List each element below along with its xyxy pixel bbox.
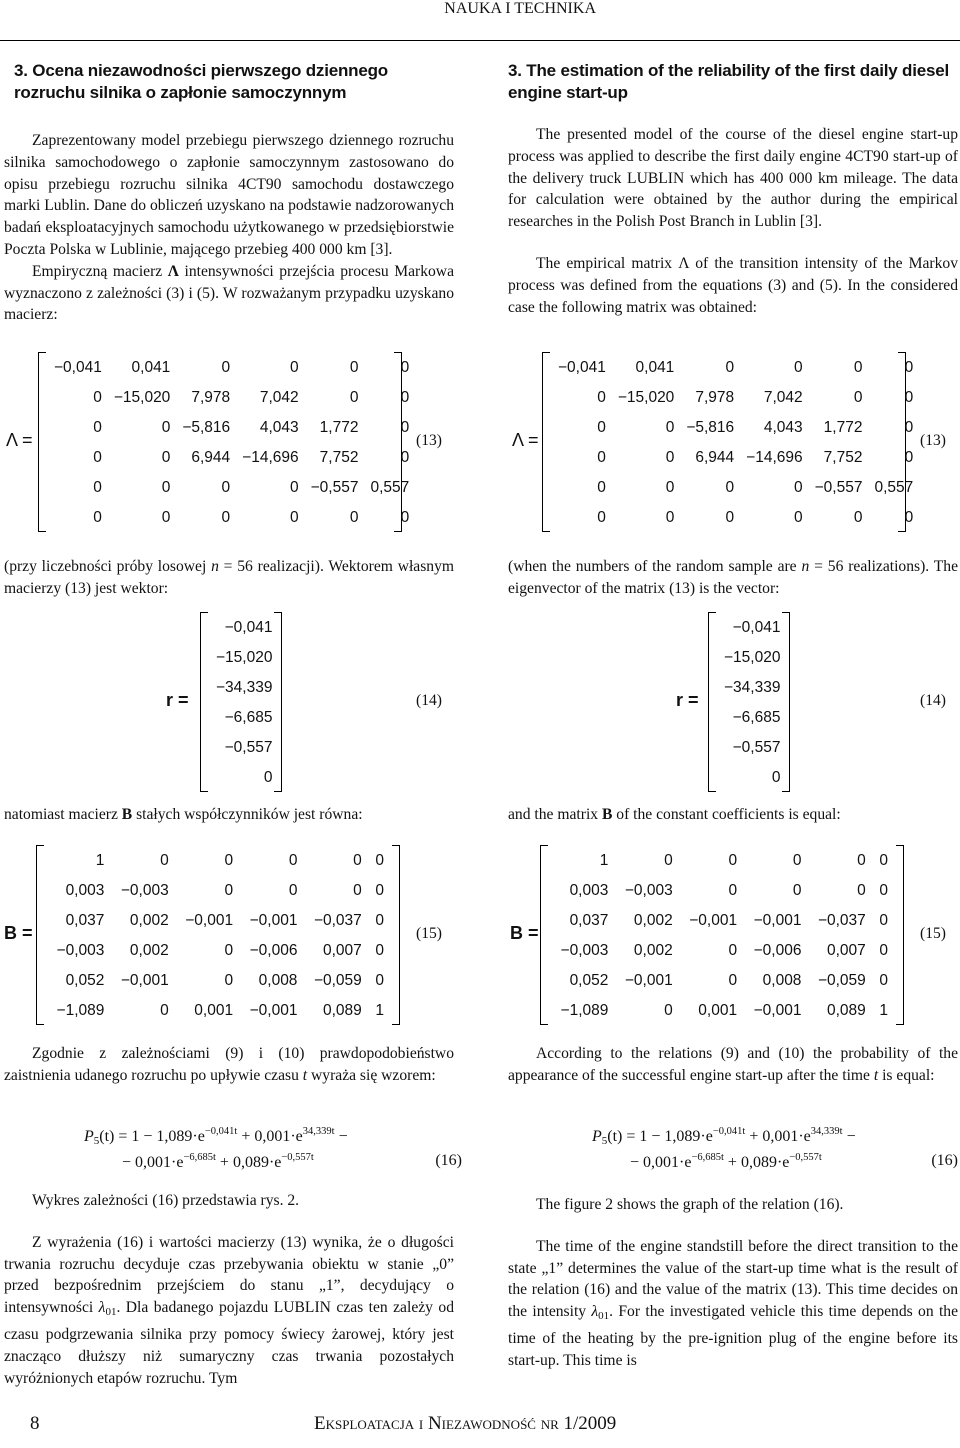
matrix-cell: 1,772 bbox=[823, 419, 863, 436]
right-column-b-intro bbox=[508, 804, 958, 826]
matrix-r-right bbox=[708, 612, 790, 792]
formula-line-1 bbox=[592, 1126, 960, 1152]
matrix-cell: 0 bbox=[597, 479, 606, 496]
matrix-cell: 0 bbox=[725, 509, 735, 526]
matrix-cell: 0 bbox=[288, 882, 298, 899]
left-column-bottom bbox=[4, 1190, 454, 1389]
matrix-cell: 0 bbox=[224, 972, 234, 989]
paragraph-pl-3: (przy liczebności próby losowej n = 56 realizacji). Wektorem własnym macierzy (13) jest wektor: bbox=[4, 558, 454, 597]
matrix-cell: 0 bbox=[400, 419, 410, 436]
formula-exp: −6,685t bbox=[183, 1152, 216, 1163]
matrix-cell: 0 bbox=[349, 389, 359, 406]
matrix-cell: −0,001 bbox=[753, 1002, 802, 1019]
matrix-cell: 0 bbox=[353, 882, 362, 899]
matrix-cell: 0 bbox=[771, 769, 781, 786]
matrix-cell: 0 bbox=[161, 449, 171, 466]
paragraph-en-4: and the matrix B of the constant coefficients is equal: bbox=[508, 806, 841, 823]
right-column-lower bbox=[508, 1043, 958, 1087]
matrix-cell: 0 bbox=[290, 359, 299, 376]
left-bracket bbox=[540, 845, 548, 1025]
formula-16-right bbox=[592, 1126, 960, 1172]
formula-part: − 0,001·e bbox=[630, 1154, 692, 1171]
matrix-cell: 0 bbox=[853, 389, 863, 406]
matrix-cell: 0 bbox=[221, 479, 231, 496]
matrix-cell: 7,978 bbox=[695, 389, 735, 406]
matrix-cell: 0 bbox=[375, 912, 384, 929]
formula-part: − bbox=[334, 1128, 348, 1145]
left-bracket bbox=[38, 352, 46, 532]
matrix-cell: −5,816 bbox=[182, 419, 231, 436]
left-column-lower bbox=[4, 1043, 454, 1087]
matrix-cell: 0 bbox=[853, 359, 863, 376]
matrix-row bbox=[552, 503, 919, 533]
matrix-cell: 0 bbox=[224, 882, 234, 899]
matrix-cell: 1 bbox=[599, 852, 609, 869]
matrix-cell: 0 bbox=[161, 419, 171, 436]
matrix-cell: 0 bbox=[597, 389, 606, 406]
paragraph-pl-5: Zgodnie z zależnościami (9) i (10) prawdopodobieństwo zaistnienia udanego rozruchu po upływie czasu t wyraża się wzorem: bbox=[4, 1045, 454, 1084]
journal-section-title: NAUKA I TECHNIKA bbox=[444, 0, 596, 17]
running-header bbox=[0, 0, 960, 41]
matrix-row bbox=[718, 643, 786, 673]
paragraph-pl-4: natomiast macierz B stałych współczynników jest równa: bbox=[4, 806, 363, 823]
matrix-cell: −6,685 bbox=[224, 709, 273, 726]
matrix-row bbox=[718, 673, 786, 703]
matrix-cell: 0 bbox=[93, 479, 102, 496]
matrix-cell: 0 bbox=[224, 942, 234, 959]
matrix-row bbox=[550, 936, 894, 966]
matrix-cell: 0 bbox=[904, 449, 914, 466]
matrix-cell: 6,944 bbox=[695, 449, 735, 466]
equation-number: (13) bbox=[920, 432, 946, 449]
right-column-mid bbox=[508, 556, 958, 600]
formula-sub: 5 bbox=[93, 1135, 100, 1147]
right-bracket bbox=[392, 845, 400, 1025]
paragraph-en-2: The empirical matrix Λ of the transition intensity of the Markov process was defined from the equations (3) and (5). In the considered case the following matrix was obtained: bbox=[508, 254, 958, 316]
matrix-cell: −15,020 bbox=[216, 649, 273, 666]
matrix-cell: 0 bbox=[664, 852, 673, 869]
matrix-lambda-left bbox=[38, 352, 410, 532]
matrix-row bbox=[552, 473, 919, 503]
matrix-cell: −34,339 bbox=[216, 679, 273, 696]
right-column bbox=[508, 60, 958, 318]
matrix-cell: 0 bbox=[160, 852, 169, 869]
matrix-cell: 7,752 bbox=[319, 449, 359, 466]
matrix-row bbox=[552, 413, 919, 443]
matrix-cell: 0,041 bbox=[635, 359, 675, 376]
equation-number: (14) bbox=[416, 692, 442, 709]
matrix-cell: −0,037 bbox=[313, 912, 362, 929]
matrix-cell: −0,006 bbox=[753, 942, 802, 959]
matrix-cell: 0 bbox=[93, 449, 102, 466]
matrix-cell: 0 bbox=[794, 359, 803, 376]
matrix-row bbox=[718, 763, 786, 793]
matrix-cell: 0 bbox=[664, 1002, 673, 1019]
matrix-row bbox=[46, 846, 390, 876]
matrix-cell: 0,557 bbox=[874, 479, 914, 496]
matrix-cell: 0 bbox=[375, 882, 384, 899]
formula-part: + 0,089·e bbox=[215, 1154, 282, 1171]
equation-number: (16) bbox=[931, 1152, 958, 1169]
matrix-cell: 0 bbox=[93, 509, 102, 526]
matrix-label: r = bbox=[676, 690, 699, 710]
matrix-cell: 0 bbox=[400, 389, 410, 406]
matrix-cell: 0 bbox=[400, 509, 410, 526]
formula-part: + 0,001·e bbox=[237, 1128, 303, 1145]
matrix-cell: −0,003 bbox=[624, 882, 673, 899]
matrix-row bbox=[210, 733, 278, 763]
matrix-cell: 0,037 bbox=[569, 912, 609, 929]
matrix-cell: 0 bbox=[879, 882, 888, 899]
left-column bbox=[4, 60, 454, 326]
paragraph-en-5: According to the relations (9) and (10) the probability of the appearance of the successful engine start-up after the time t is equal: bbox=[508, 1045, 958, 1084]
matrix-cell: −6,685 bbox=[732, 709, 781, 726]
equation-number: (15) bbox=[416, 925, 442, 942]
matrix-cell: 0,052 bbox=[569, 972, 609, 989]
matrix-cell: −14,696 bbox=[242, 449, 299, 466]
matrix-cell: 0 bbox=[665, 419, 675, 436]
page-number: 8 bbox=[30, 1413, 40, 1434]
matrix-label: Λ = bbox=[512, 430, 539, 450]
matrix-cell: 0 bbox=[904, 389, 914, 406]
matrix-cell: 0 bbox=[879, 852, 888, 869]
matrix-cell: 0 bbox=[725, 359, 735, 376]
paragraph-en-6: The figure 2 shows the graph of the relation (16). bbox=[536, 1196, 844, 1213]
matrix-cell: 0,089 bbox=[323, 1002, 362, 1019]
matrix-row bbox=[48, 383, 415, 413]
matrix-row bbox=[46, 936, 390, 966]
matrix-cell: −1,089 bbox=[560, 1002, 609, 1019]
matrix-cell: 0 bbox=[665, 449, 675, 466]
matrix-cell: 0 bbox=[400, 359, 410, 376]
left-bracket bbox=[200, 612, 208, 792]
matrix-row bbox=[48, 473, 415, 503]
matrix-cell: 0 bbox=[224, 852, 234, 869]
matrix-cell: 0 bbox=[728, 882, 738, 899]
matrix-cell: 0,003 bbox=[65, 882, 105, 899]
matrix-cell: 1 bbox=[95, 852, 105, 869]
matrix-cell: −0,001 bbox=[753, 912, 802, 929]
matrix-cell: 0,008 bbox=[258, 972, 298, 989]
equation-number: (15) bbox=[920, 925, 946, 942]
matrix-row bbox=[552, 353, 919, 383]
matrix-cell: 0 bbox=[353, 852, 362, 869]
formula-exp: 34,339t bbox=[302, 1126, 335, 1137]
matrix-cell: 0 bbox=[792, 852, 802, 869]
paragraph-en-3: (when the numbers of the random sample are n = 56 realizations). The eigenvector of the matrix (13) is the vector: bbox=[508, 558, 959, 597]
paragraph-pl-2: Empiryczną macierz Λ intensywności przejścia procesu Markowa wyznaczono z zależności (3) i (5). W rozważanym przypadku uzyskano macierz: bbox=[4, 262, 454, 324]
matrix-cell: 0 bbox=[290, 479, 299, 496]
matrix-cell: 4,043 bbox=[763, 419, 803, 436]
matrix-cell: 0 bbox=[728, 942, 738, 959]
matrix-row bbox=[210, 703, 278, 733]
matrix-row bbox=[210, 673, 278, 703]
matrix-row bbox=[48, 503, 415, 533]
paragraph-pl-7: Z wyrażenia (16) i wartości macierzy (13) wynika, że o długości trwania rozruchu decyduje czas przebywania obiektu w stanie „0” przed bezpośrednim przejściem do stanu „1”, decydujący o intensywności $\lambda_{01}$. Dla badanego pojazdu LUBLIN czas ten zależy od czasu podgrzewania silnika przy pomocy świecy żarowej, który jest znacząco dłuższy niż sumaryczny czas trwania pozostałych wyróżnionych etapów rozruchu. Tym bbox=[4, 1233, 454, 1387]
matrix-cell: 0 bbox=[725, 479, 735, 496]
matrix-cell: 7,978 bbox=[191, 389, 231, 406]
matrix-row bbox=[210, 643, 278, 673]
matrix-cell: 0 bbox=[904, 359, 914, 376]
matrix-cell: 0 bbox=[375, 972, 384, 989]
matrix-cell: 0 bbox=[879, 942, 888, 959]
matrix-cell: 0 bbox=[375, 852, 384, 869]
matrix-cell: 0,003 bbox=[569, 882, 609, 899]
matrix-cell: 0 bbox=[879, 972, 888, 989]
matrix-row bbox=[48, 443, 415, 473]
journal-footer: Eksploatacja i Niezawodność nr 1/2009 bbox=[314, 1413, 617, 1434]
matrix-label: Λ = bbox=[6, 430, 33, 450]
matrix-cell: 0 bbox=[160, 1002, 169, 1019]
matrix-cell: −0,001 bbox=[249, 912, 298, 929]
formula-part: (t) = 1 − 1,089·e bbox=[99, 1128, 205, 1145]
matrix-cell: 0,557 bbox=[370, 479, 410, 496]
left-column-b-intro bbox=[4, 804, 454, 826]
matrix-cell: 0 bbox=[93, 389, 102, 406]
matrix-row bbox=[46, 876, 390, 906]
formula-line-1 bbox=[84, 1126, 464, 1152]
matrix-cell: 1 bbox=[375, 1002, 384, 1019]
section-title-en: 3. The estimation of the reliability of the first daily diesel engine start-up bbox=[508, 61, 950, 102]
matrix-row bbox=[550, 846, 894, 876]
matrix-cell: 0 bbox=[792, 882, 802, 899]
matrix-row bbox=[550, 876, 894, 906]
matrix-b-left bbox=[36, 845, 400, 1025]
matrix-label: B = bbox=[4, 923, 33, 943]
formula-p: P bbox=[592, 1128, 602, 1145]
matrix-cell: 0 bbox=[857, 852, 866, 869]
equation-number: (14) bbox=[920, 692, 946, 709]
matrix-cell: 0 bbox=[375, 942, 384, 959]
right-bracket bbox=[896, 845, 904, 1025]
matrix-row bbox=[550, 906, 894, 936]
matrix-cell: 0 bbox=[93, 419, 102, 436]
matrix-cell: −0,059 bbox=[313, 972, 362, 989]
section-title-pl: 3. Ocena niezawodności pierwszego dziennego rozruchu silnika o zapłonie samoczynnym bbox=[14, 61, 388, 102]
matrix-cell: 0 bbox=[665, 509, 675, 526]
matrix-row bbox=[46, 906, 390, 936]
matrix-cell: 0,002 bbox=[633, 942, 673, 959]
matrix-cell: 0 bbox=[161, 479, 171, 496]
matrix-cell: −0,001 bbox=[624, 972, 673, 989]
matrix-cell: 0,007 bbox=[323, 942, 362, 959]
matrix-cell: −0,037 bbox=[817, 912, 866, 929]
paragraph-pl-6: Wykres zależności (16) przedstawia rys. 2. bbox=[32, 1192, 300, 1209]
matrix-cell: 0,008 bbox=[762, 972, 802, 989]
matrix-cell: 0 bbox=[857, 882, 866, 899]
matrix-row bbox=[718, 613, 786, 643]
matrix-cell: 0,007 bbox=[827, 942, 866, 959]
equation-number: (13) bbox=[416, 432, 442, 449]
matrix-cell: −0,557 bbox=[224, 739, 273, 756]
left-bracket bbox=[708, 612, 716, 792]
matrix-cell: 0 bbox=[400, 449, 410, 466]
matrix-cell: 0,037 bbox=[65, 912, 105, 929]
matrix-cell: 0 bbox=[879, 912, 888, 929]
formula-line-2 bbox=[592, 1152, 960, 1172]
matrix-cell: 0,002 bbox=[129, 912, 169, 929]
matrix-cell: −34,339 bbox=[724, 679, 781, 696]
matrix-cell: 4,043 bbox=[259, 419, 299, 436]
matrix-row bbox=[552, 383, 919, 413]
matrix-cell: −0,001 bbox=[185, 912, 234, 929]
formula-exp: −0,557t bbox=[789, 1152, 822, 1163]
matrix-row bbox=[46, 966, 390, 996]
formula-exp: −0,041t bbox=[204, 1126, 238, 1137]
matrix-cell: −0,041 bbox=[558, 359, 606, 376]
matrix-cell: 0 bbox=[290, 509, 299, 526]
matrix-lambda-right bbox=[542, 352, 914, 532]
equation-number: (16) bbox=[435, 1152, 462, 1169]
matrix-cell: −0,557 bbox=[732, 739, 781, 756]
matrix-cell: −15,020 bbox=[113, 389, 171, 406]
matrix-row bbox=[48, 413, 415, 443]
matrix-cell: 0 bbox=[349, 509, 359, 526]
matrix-cell: 7,752 bbox=[823, 449, 863, 466]
paragraph-en-1: The presented model of the course of the diesel engine start-up process was applied to describe the first daily engine 4CT90 start-up of the delivery truck LUBLIN which has 400 000 km mileage. The data for calculation were obtained by the author during the empirical researches in the Polish Post Branch in Lublin [3]. bbox=[508, 126, 958, 231]
matrix-cell: 0 bbox=[728, 972, 738, 989]
matrix-cell: 0 bbox=[221, 359, 231, 376]
matrix-cell: 1 bbox=[879, 1002, 888, 1019]
matrix-cell: 0 bbox=[665, 479, 675, 496]
matrix-cell: 0 bbox=[161, 509, 171, 526]
formula-exp: −0,557t bbox=[281, 1152, 314, 1163]
matrix-cell: −0,003 bbox=[56, 942, 105, 959]
left-bracket bbox=[542, 352, 550, 532]
matrix-row bbox=[552, 443, 919, 473]
formula-part: − bbox=[842, 1128, 856, 1145]
matrix-cell: −0,001 bbox=[249, 1002, 298, 1019]
formula-16-left bbox=[84, 1126, 464, 1172]
matrix-cell: 0 bbox=[794, 509, 803, 526]
matrix-cell: −0,006 bbox=[249, 942, 298, 959]
matrix-row bbox=[48, 353, 415, 383]
left-bracket bbox=[36, 845, 44, 1025]
matrix-cell: 0 bbox=[597, 449, 606, 466]
matrix-row bbox=[550, 996, 894, 1026]
matrix-row bbox=[718, 703, 786, 733]
matrix-cell: −1,089 bbox=[56, 1002, 105, 1019]
matrix-cell: −0,041 bbox=[54, 359, 102, 376]
matrix-cell: 0 bbox=[597, 419, 606, 436]
formula-sub: 5 bbox=[601, 1135, 608, 1147]
matrix-cell: 0,001 bbox=[698, 1002, 738, 1019]
matrix-cell: −0,001 bbox=[120, 972, 169, 989]
matrix-cell: −14,696 bbox=[746, 449, 803, 466]
matrix-cell: 7,042 bbox=[259, 389, 299, 406]
matrix-label: r = bbox=[166, 690, 189, 710]
matrix-row bbox=[550, 966, 894, 996]
matrix-cell: 0 bbox=[904, 419, 914, 436]
matrix-r-left bbox=[200, 612, 282, 792]
formula-p: P bbox=[84, 1128, 94, 1145]
formula-part: + 0,089·e bbox=[723, 1154, 790, 1171]
matrix-label: B = bbox=[510, 923, 539, 943]
matrix-cell: 0 bbox=[597, 509, 606, 526]
paragraph-pl-1: Zaprezentowany model przebiegu pierwszego dziennego rozruchu silnika samochodowego o zapłonie samoczynnym zastosowano do opisu przebiegu rozruchu silnika 4CT90 samochodu dostawczego marki Lublin. Dane do obliczeń uzyskano na podstawie nadzorowanych badań eksploatacyjnych samochodu użytkowanego w przedsiębiorstwie Poczta Polska w Lublinie, mającego przebieg 400 000 km [3]. bbox=[4, 132, 454, 258]
matrix-cell: 0 bbox=[853, 509, 863, 526]
matrix-row bbox=[210, 613, 278, 643]
matrix-cell: 0,089 bbox=[827, 1002, 866, 1019]
matrix-cell: 0 bbox=[221, 509, 231, 526]
left-column-mid bbox=[4, 556, 454, 600]
matrix-row bbox=[210, 763, 278, 793]
paragraph-en-7: The time of the engine standstill before the direct transition to the state „1” determines the value of the start-up time what is the result of the relation (16) and the value of the matrix (13). This time decides on the intensity $\lambda_{01}$. For the investigated vehicle this time depends on the time of the heating by the pre-ignition plug of the engine before its start-up. This time is bbox=[508, 1237, 959, 1369]
formula-part: (t) = 1 − 1,089·e bbox=[607, 1128, 713, 1145]
matrix-cell: 0 bbox=[349, 359, 359, 376]
formula-exp: −0,041t bbox=[712, 1126, 746, 1137]
matrix-cell: 0,041 bbox=[131, 359, 171, 376]
matrix-cell: −0,001 bbox=[689, 912, 738, 929]
matrix-cell: 0 bbox=[288, 852, 298, 869]
matrix-cell: −0,041 bbox=[732, 619, 781, 636]
formula-part: − 0,001·e bbox=[122, 1154, 184, 1171]
formula-exp: 34,339t bbox=[810, 1126, 843, 1137]
matrix-cell: −0,003 bbox=[120, 882, 169, 899]
matrix-cell: −0,557 bbox=[814, 479, 863, 496]
right-column-bottom bbox=[508, 1194, 958, 1372]
matrix-cell: 7,042 bbox=[763, 389, 803, 406]
matrix-cell: 0,052 bbox=[65, 972, 105, 989]
matrix-cell: 6,944 bbox=[191, 449, 231, 466]
matrix-cell: −0,003 bbox=[560, 942, 609, 959]
formula-part: + 0,001·e bbox=[745, 1128, 811, 1145]
matrix-cell: −15,020 bbox=[617, 389, 675, 406]
matrix-row bbox=[718, 733, 786, 763]
matrix-cell: 0 bbox=[904, 509, 914, 526]
matrix-cell: 0,002 bbox=[633, 912, 673, 929]
matrix-cell: −0,041 bbox=[224, 619, 273, 636]
matrix-cell: −0,059 bbox=[817, 972, 866, 989]
formula-exp: −6,685t bbox=[691, 1152, 724, 1163]
matrix-cell: −0,557 bbox=[310, 479, 359, 496]
matrix-cell: −15,020 bbox=[724, 649, 781, 666]
matrix-cell: 0 bbox=[728, 852, 738, 869]
matrix-cell: 0,002 bbox=[129, 942, 169, 959]
matrix-b-right bbox=[540, 845, 904, 1025]
matrix-cell: 0 bbox=[794, 479, 803, 496]
matrix-row bbox=[46, 996, 390, 1026]
formula-line-2 bbox=[84, 1152, 464, 1172]
matrix-cell: −5,816 bbox=[686, 419, 735, 436]
matrix-cell: 0,001 bbox=[194, 1002, 234, 1019]
matrix-cell: 0 bbox=[263, 769, 273, 786]
matrix-cell: 1,772 bbox=[319, 419, 359, 436]
